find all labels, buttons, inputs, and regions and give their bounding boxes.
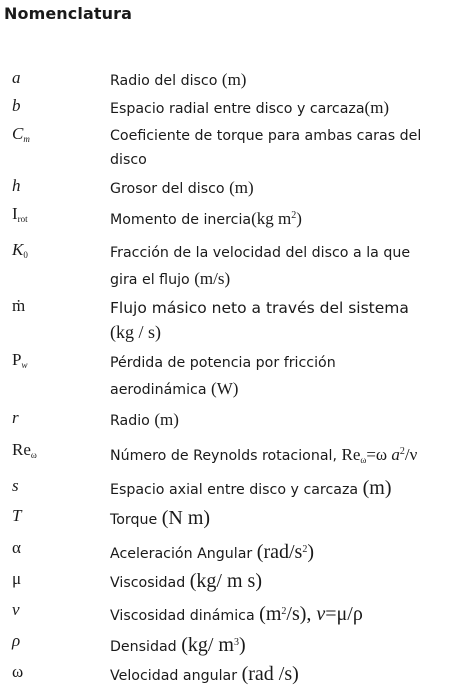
symbol: K [12, 240, 24, 259]
unit: (N m) [161, 507, 211, 529]
symbol-subscript: m [23, 134, 30, 144]
description-line-1: Pérdida de potencia por fricción [110, 355, 336, 371]
description: Viscosidad [110, 575, 186, 591]
symbol: a [12, 68, 21, 87]
description: Espacio axial entre disco y carcaza [110, 482, 359, 498]
unit: $(rad/s^2)$ [256, 541, 315, 563]
description: Densidad [110, 639, 177, 655]
unit: (rad /s) [241, 663, 299, 685]
unit: (m) [221, 70, 247, 89]
description: Radio [110, 413, 150, 429]
description-line-1: Coeficiente de torque para ambas caras del [110, 128, 422, 144]
symbol-subscript: rot [17, 214, 28, 224]
unit: (kg $m^2$) [251, 209, 302, 228]
description: Velocidad angular [110, 668, 238, 684]
symbol: I [12, 204, 18, 223]
symbol: ṁ [12, 296, 26, 315]
symbol-subscript: w [21, 360, 28, 370]
symbol: α [12, 538, 21, 557]
description-line-1: Flujo másico neto a través del sistema [110, 299, 409, 317]
symbol: r [12, 408, 19, 427]
unit: (W) [211, 379, 239, 398]
description: Aceleración Angular [110, 546, 253, 562]
description-line-2: disco [110, 152, 147, 168]
description: Torque [110, 512, 158, 528]
description-line-2: gira el flujo [110, 272, 190, 288]
description: Radio del disco [110, 73, 218, 89]
formula: $Re_\omega=\omega$ $a^2/\nu$ [341, 445, 418, 465]
description: Momento de inercia [110, 212, 252, 228]
unit: (m/s) [194, 269, 231, 288]
symbol: b [12, 96, 21, 115]
unit: (kg/ $m^3$) [181, 634, 246, 656]
description: Número de Reynolds rotacional, [110, 448, 337, 464]
description: Grosor del disco [110, 181, 225, 197]
page-title: Nomenclatura [4, 4, 132, 23]
unit: (m) [154, 410, 179, 429]
unit: (kg / s) [110, 322, 161, 342]
symbol: T [12, 506, 22, 525]
description: Viscosidad dinámica [110, 608, 255, 624]
unit: (m) [229, 178, 254, 197]
description-line-1: Fracción de la velocidad del disco a la que [110, 245, 411, 261]
symbol: C [12, 124, 24, 143]
symbol: h [12, 176, 21, 195]
symbol: ρ [12, 631, 21, 650]
description-line-2: aerodinámica [110, 382, 207, 398]
symbol-subscript: 0 [23, 250, 28, 260]
unit: (m) [364, 98, 390, 117]
unit: (kg/ m s) [189, 570, 262, 592]
symbol: μ [12, 569, 22, 588]
symbol: ν [12, 600, 20, 619]
symbol: ω [12, 662, 24, 681]
symbol-subscript: ω [30, 450, 37, 460]
unit: (m) [362, 477, 392, 499]
symbol: P [12, 350, 22, 369]
description: Espacio radial entre disco y carcaza [110, 101, 365, 117]
symbol: s [12, 476, 19, 495]
unit: $(m^2/s)$, ν=μ/ρ [259, 603, 363, 625]
symbol: Re [12, 440, 31, 459]
